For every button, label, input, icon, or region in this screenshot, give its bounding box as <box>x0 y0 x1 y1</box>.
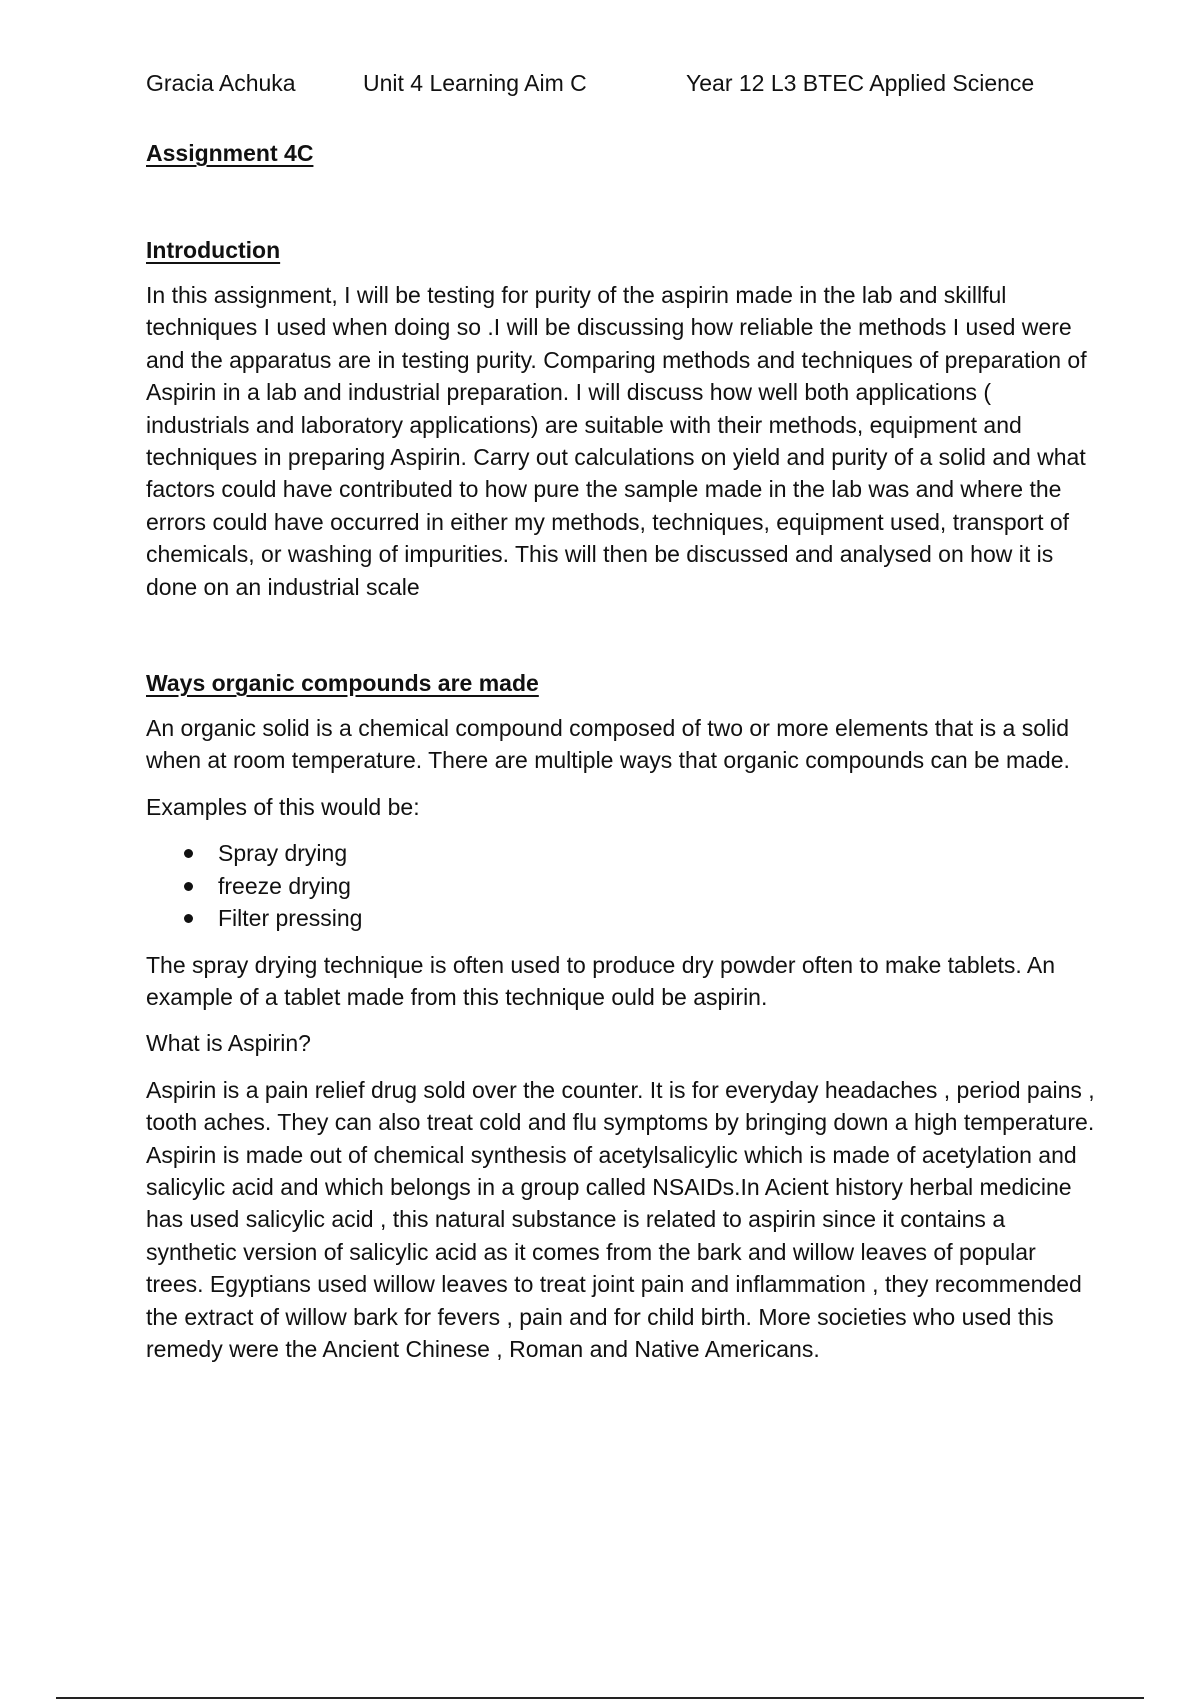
introduction-heading: Introduction <box>146 237 281 263</box>
introduction-paragraph: In this assignment, I will be testing for purity of the aspirin made in the lab and skillful techniques I used when doing so .I will be discussing how reliable the methods I used were and the apparatus are in testing purity. Comparing methods and techniques of preparation of Aspirin in a lab and industrial preparation. I will discuss how well both applications ( industrials and laboratory applications) are suitable with their methods, equipment and techniques in preparing Aspirin. Carry out calculations on yield and purity of a solid and what factors could have contributed to how pure the sample made in the lab was and where the errors could have occurred in either my methods, techniques, equipment used, transport of chemicals, or washing of impurities. This will then be discussed and analysed on how it is done on an industrial scale <box>146 282 1087 600</box>
list-item-label: freeze drying <box>218 872 351 899</box>
list-item <box>146 870 1096 902</box>
organic-compounds-heading: Ways organic compounds are made <box>146 670 539 697</box>
list-item-label: Filter pressing <box>218 905 363 932</box>
document-header <box>146 70 1096 106</box>
examples-intro: Examples of this would be: <box>146 793 420 820</box>
bullet-icon <box>184 914 193 923</box>
organic-solid-paragraph: An organic solid is a chemical compound composed of two or more elements that is a solid when at room temperature. There are multiple ways that organic compounds can be made. <box>146 715 1070 774</box>
assignment-title: Assignment 4C <box>146 140 314 166</box>
document-page <box>146 70 1096 1365</box>
bullet-icon <box>184 849 193 858</box>
author-name: Gracia Achuka <box>146 70 296 96</box>
list-item <box>146 837 1096 869</box>
list-item-label: Spray drying <box>218 840 348 867</box>
unit-label: Unit 4 Learning Aim C <box>363 70 587 96</box>
spray-drying-paragraph: The spray drying technique is often used to produce dry powder often to make tablets. An example of a tablet made from this technique ould be aspirin. <box>146 951 1056 1010</box>
examples-list <box>146 837 1096 934</box>
aspirin-paragraph: Aspirin is a pain relief drug sold over the counter. It is for everyday headaches , period pains , tooth aches. They can also treat cold and flu symptoms by bringing down a high temperature. Aspirin is made out of chemical synthesis of acetylsalicylic which is made of acetylation and salicylic acid and which belongs in a group called NSAIDs.In Acient history herbal medicine has used salicylic acid , this natural substance is related to aspirin since it contains a synthetic version of salicylic acid as it comes from the bark and willow leaves of popular trees. Egyptians used willow leaves to treat joint pain and inflammation , they recommended the extract of willow bark for fevers , pain and for child birth. More societies who used this remedy were the Ancient Chinese , Roman and Native Americans. <box>146 1076 1095 1362</box>
course-label: Year 12 L3 BTEC Applied Science <box>686 70 1035 96</box>
list-item <box>146 902 1096 934</box>
bullet-icon <box>184 882 193 891</box>
aspirin-question: What is Aspirin? <box>146 1030 311 1057</box>
page-bottom-divider <box>56 1697 1144 1699</box>
